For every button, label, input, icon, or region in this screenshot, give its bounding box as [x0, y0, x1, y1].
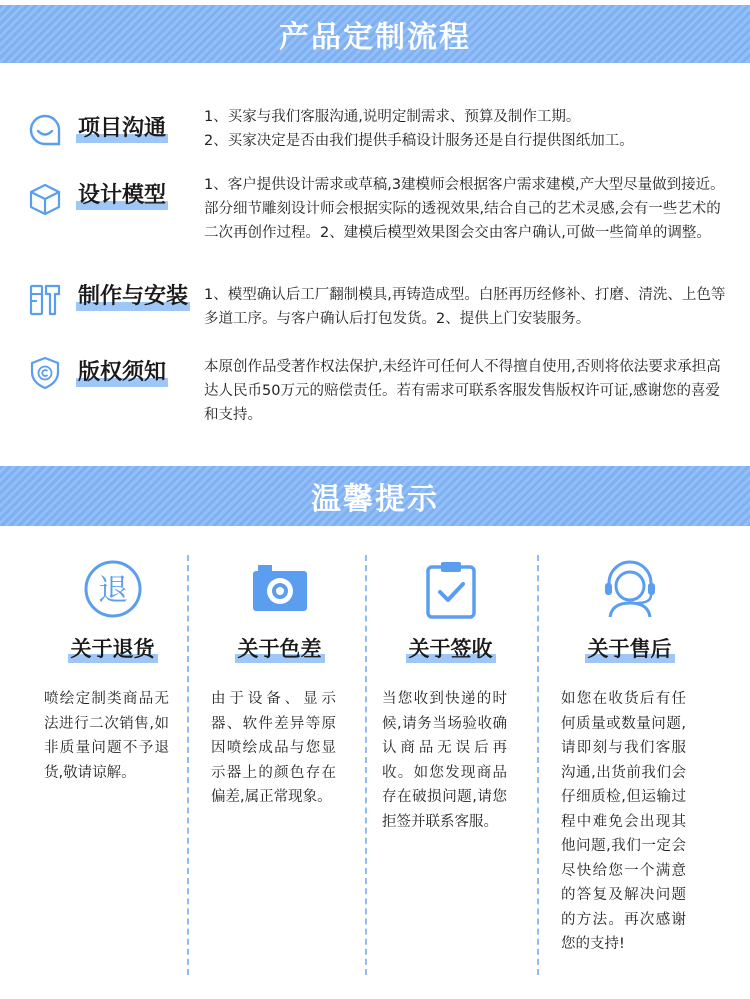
process-line: 1、模型确认后工厂翻制模具,再铸造成型。白胚再历经修补、打磨、清洗、上色等多道工序。与客户确认后打包发货。2、提供上门安装服务。	[204, 287, 726, 327]
tip-card	[368, 555, 533, 975]
process-description	[204, 173, 729, 245]
clipboard-check-icon	[421, 559, 481, 619]
tip-title: 关于售后	[585, 635, 675, 663]
cube-icon	[28, 182, 62, 216]
tip-card	[197, 555, 362, 975]
tools-icon	[28, 283, 62, 317]
section-title: 温馨提示	[311, 482, 439, 517]
tip-text: 由于设备、显示器、软件差异等原因喷绘成品与您显示器上的颜色存在偏差,属正常现象。	[211, 691, 336, 805]
tip-title: 关于签收	[406, 635, 496, 663]
process-line: 本原创作品受著作权法保护,未经许可任何人不得擅自使用,否则将依法要求承担高达人民币50万元的赔偿责任。若有需求可联系客服发售版权许可证,感谢您的喜爱和支持。	[204, 359, 721, 423]
process-title: 项目沟通	[78, 116, 167, 141]
tip-card	[547, 555, 712, 975]
chat-bubble-icon	[28, 113, 62, 147]
svg-text:退: 退	[97, 573, 128, 608]
process-title: 制作与安装	[78, 284, 189, 309]
tip-card	[30, 555, 195, 975]
tip-title: 关于色差	[235, 635, 325, 663]
tip-title: 关于退货	[68, 635, 158, 663]
section-banner-process	[0, 5, 750, 63]
tip-text: 如您在收货后有任何质量或数量问题,请即刻与我们客服沟通,出货前我们会仔细质检,但运输过程中难免会出现其他问题,我们一定会尽快给您一个满意的答复及解决问题的方法。再次感谢您的支持!	[561, 691, 686, 952]
tip-text: 当您收到快递的时候,请务当场验收确认商品无误后再收。如您发现商品存在破损问题,请您拒签并联系客服。	[382, 691, 507, 830]
tip-text: 喷绘定制类商品无法进行二次销售,如非质量问题不予退货,敬请谅解。	[44, 691, 169, 781]
copyright-shield-icon	[28, 356, 62, 390]
section-title: 产品定制流程	[279, 20, 471, 55]
headset-icon	[600, 559, 660, 619]
divider	[365, 555, 367, 975]
process-description	[204, 283, 729, 331]
process-description	[204, 105, 729, 153]
process-description	[204, 355, 729, 427]
process-title: 版权须知	[78, 360, 167, 385]
divider	[537, 555, 539, 975]
camera-icon	[250, 559, 310, 619]
process-title: 设计模型	[78, 183, 167, 208]
return-icon	[83, 559, 143, 619]
section-banner-tips	[0, 466, 750, 526]
process-line: 2、买家决定是否由我们提供手稿设计服务还是自行提供图纸加工。	[204, 133, 634, 149]
process-line: 1、客户提供设计需求或草稿,3建模师会根据客户需求建模,产大型尽量做到接近。部分细节雕刻设计师会根据实际的透视效果,结合自己的艺术灵感,会有一些艺术的二次再创作过程。2、建模后模型效果图会交由客户确认,可做一些简单的调整。	[204, 177, 725, 241]
process-line: 1、买家与我们客服沟通,说明定制需求、预算及制作工期。	[204, 109, 581, 125]
